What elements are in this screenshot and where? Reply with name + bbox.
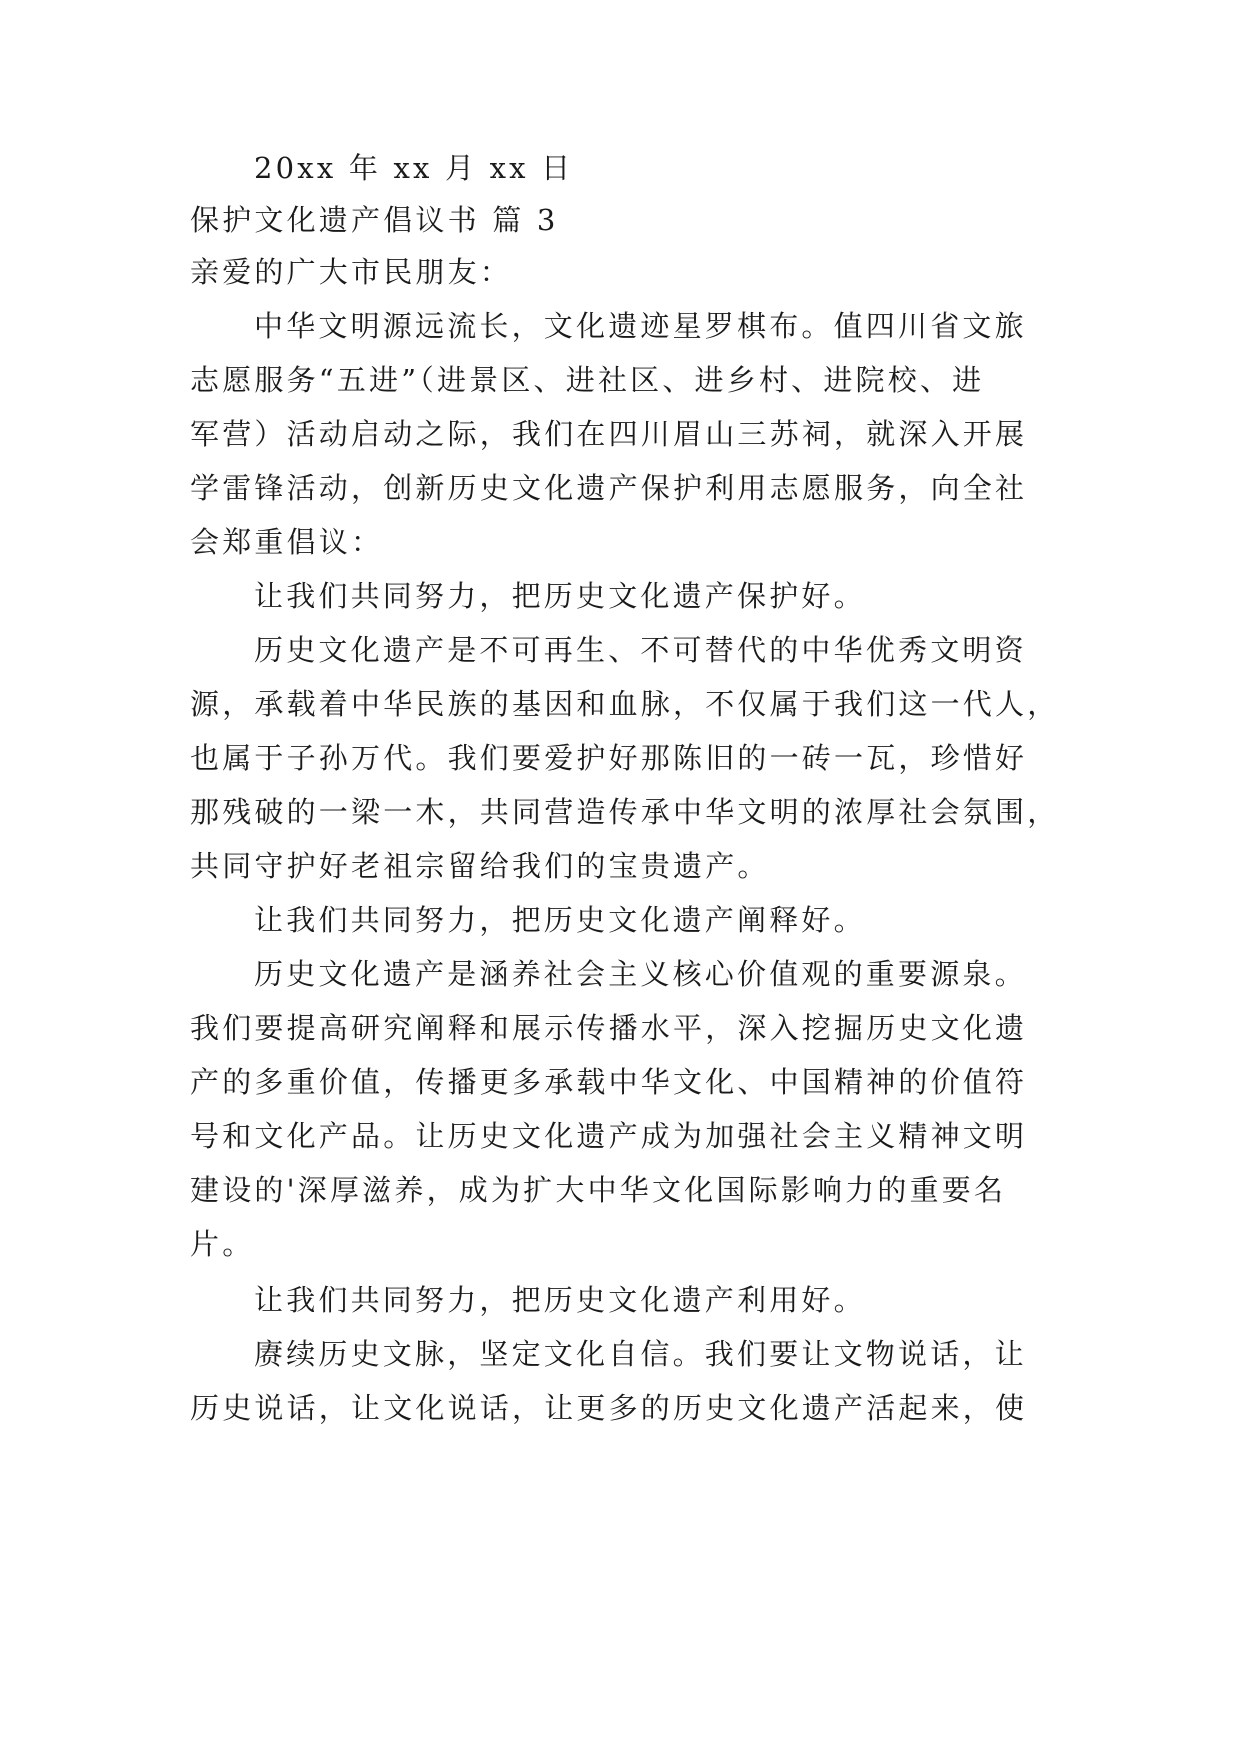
- paragraph-line: 会郑重倡议：: [190, 525, 384, 559]
- paragraph-line: 志愿服务“五进”（进景区、进社区、进乡村、进院校、进: [190, 363, 985, 397]
- paragraph-line: 赓续历史文脉，坚定文化自信。我们要让文物说话，让: [254, 1337, 1027, 1371]
- paragraph-line: 历史说话，让文化说话，让更多的历史文化遗产活起来，使: [190, 1391, 1028, 1425]
- salutation: 亲爱的广大市民朋友：: [190, 255, 513, 289]
- initiative-heading: 让我们共同努力，把历史文化遗产保护好。: [254, 579, 866, 613]
- paragraph-line: 学雷锋活动，创新历史文化遗产保护利用志愿服务，向全社: [190, 471, 1028, 505]
- initiative-heading: 让我们共同努力，把历史文化遗产利用好。: [254, 1283, 866, 1317]
- paragraph-line: 军营）活动启动之际，我们在四川眉山三苏祠，就深入开展: [190, 417, 1028, 451]
- initiative-heading: 让我们共同努力，把历史文化遗产阐释好。: [254, 903, 866, 937]
- document-title: 保护文化遗产倡议书 篇 3: [190, 203, 559, 237]
- paragraph-line: 我们要提高研究阐释和展示传播水平，深入挖掘历史文化遗: [190, 1011, 1028, 1045]
- paragraph-line: 历史文化遗产是涵养社会主义核心价值观的重要源泉。: [254, 957, 1027, 991]
- paragraph-line: 建设的'深厚滋养，成为扩大中华文化国际影响力的重要名: [190, 1173, 1007, 1207]
- paragraph-line: 号和文化产品。让历史文化遗产成为加强社会主义精神文明: [190, 1119, 1028, 1153]
- paragraph-line: 共同守护好老祖宗留给我们的宝贵遗产。: [190, 849, 770, 883]
- paragraph-line: 片。: [190, 1227, 255, 1261]
- paragraph-line: 源，承载着中华民族的基因和血脉，不仅属于我们这一代人，: [190, 687, 1060, 721]
- paragraph-line: 历史文化遗产是不可再生、不可替代的中华优秀文明资: [254, 633, 1027, 667]
- paragraph-line: 那残破的一梁一木，共同营造传承中华文明的浓厚社会氛围，: [190, 795, 1060, 829]
- date-line: 20xx 年 xx 月 xx 日: [254, 151, 574, 185]
- paragraph-line: 也属于子孙万代。我们要爱护好那陈旧的一砖一瓦，珍惜好: [190, 741, 1028, 775]
- paragraph-line: 中华文明源远流长，文化遗迹星罗棋布。值四川省文旅: [254, 309, 1027, 343]
- paragraph-line: 产的多重价值，传播更多承载中华文化、中国精神的价值符: [190, 1065, 1028, 1099]
